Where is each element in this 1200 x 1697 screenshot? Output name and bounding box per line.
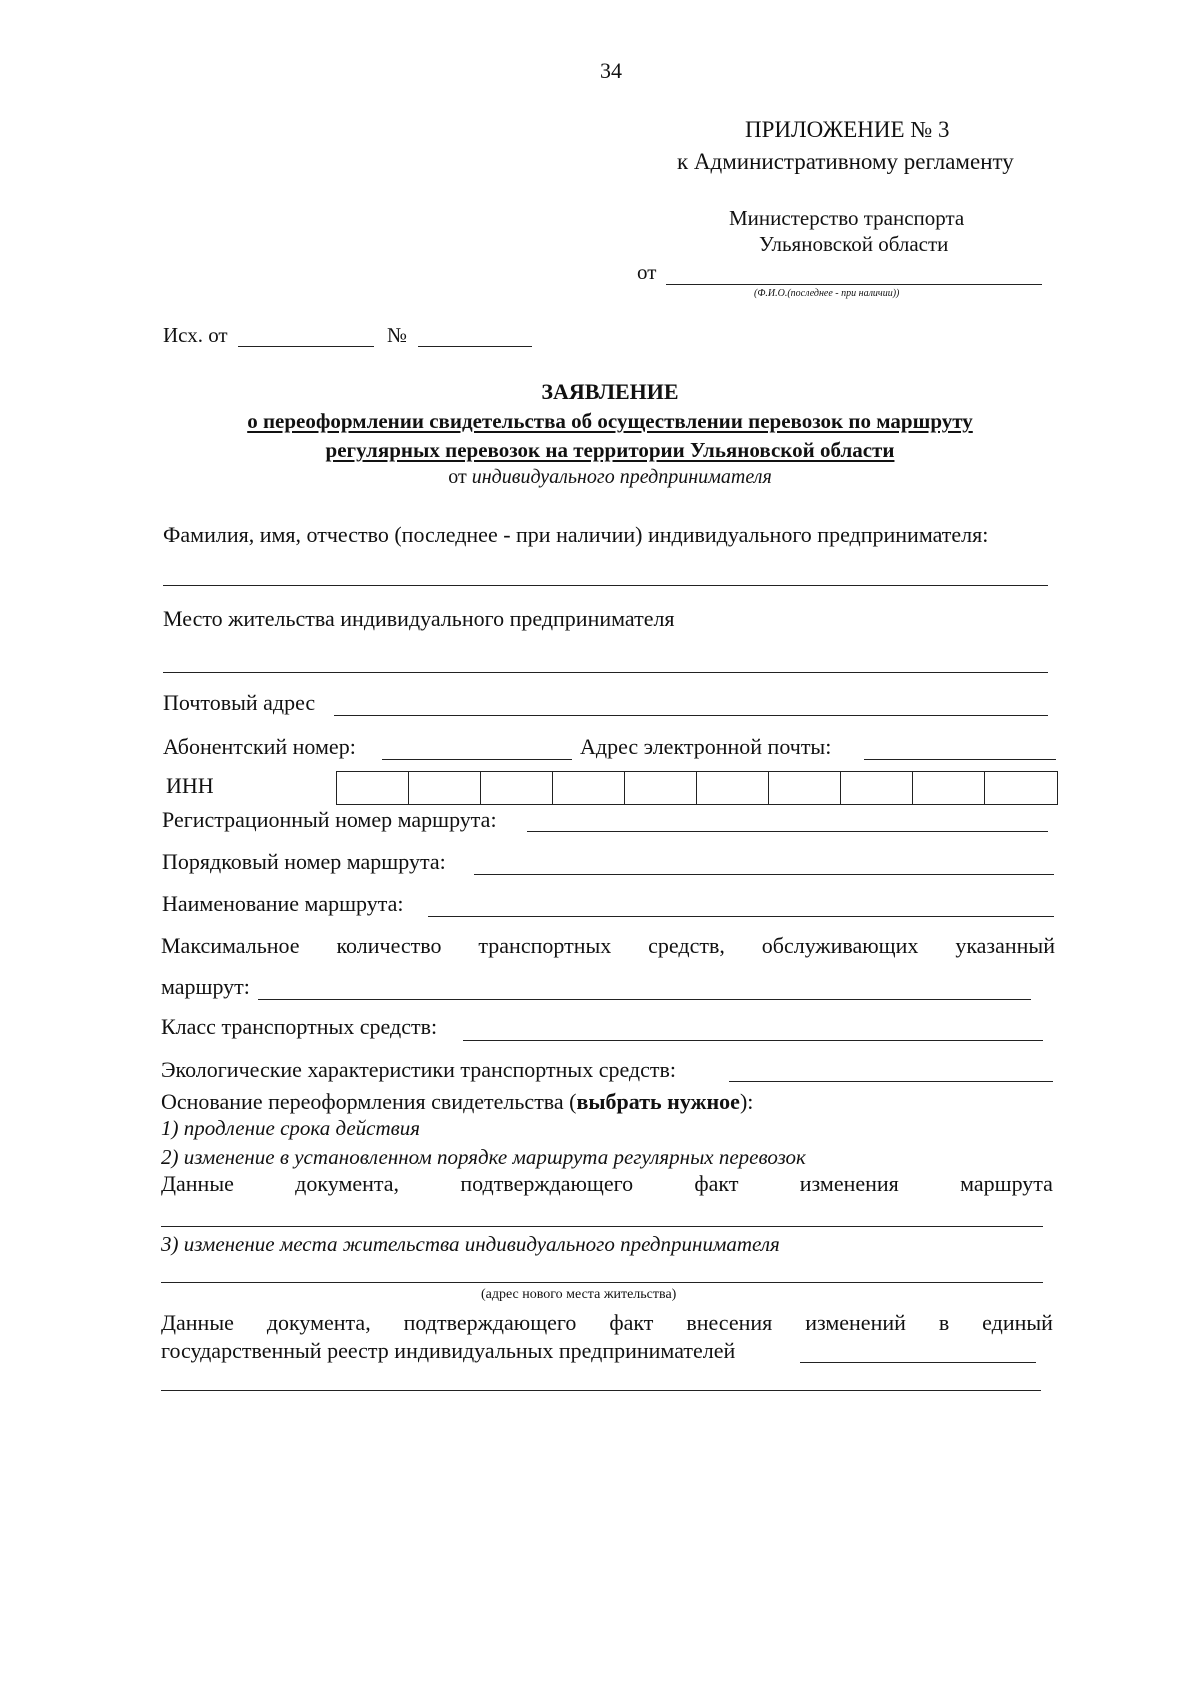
reason-intro-bold: выбрать нужное [576,1089,740,1114]
egrip-doc-line2: государственный реестр индивидуальных предпринимателей [161,1338,736,1363]
fio-field[interactable] [163,585,1048,586]
from-name-field[interactable] [666,284,1042,285]
order-number-field[interactable] [474,874,1054,875]
outgoing-number-field[interactable] [418,346,532,347]
order-number-label: Порядковый номер маршрута: [162,849,446,874]
postal-field[interactable] [334,715,1048,716]
egrip-doc-word: единый [982,1310,1053,1335]
from-hint: (Ф.И.О.(последнее - при наличии)) [754,288,900,299]
route-name-label: Наименование маршрута: [162,891,404,916]
appendix-subtitle: к Административному регламенту [677,149,1014,174]
route-change-doc-word: Данные [161,1171,234,1196]
phone-field[interactable] [382,759,572,760]
addressee-line1: Министерство транспорта [729,206,965,230]
phone-label: Абонентский номер: [163,734,356,759]
max-vehicles-word: обслуживающих [761,933,919,958]
inn-cell[interactable] [481,772,553,804]
statement-from-prefix: от [448,466,467,488]
route-change-doc-label [161,1173,1053,1195]
reason-intro-end: ): [739,1089,754,1114]
max-vehicles-word: транспортных [478,933,612,958]
inn-boxes[interactable] [336,771,1058,805]
inn-cell[interactable] [841,772,913,804]
route-change-doc-word: факт [694,1171,739,1196]
max-vehicles-word: указанный [955,933,1055,958]
outgoing-label: Исх. от [163,323,228,347]
inn-cell[interactable] [409,772,481,804]
reason-option-1[interactable]: 1) продление срока действия [161,1116,421,1140]
max-vehicles-word: количество [336,933,442,958]
egrip-doc-word: внесения [686,1310,773,1335]
egrip-doc-word: Данные [161,1310,234,1335]
inn-cell[interactable] [553,772,625,804]
egrip-doc-word: изменений [805,1310,906,1335]
egrip-doc-word: подтверждающего [403,1310,577,1335]
egrip-doc-word: факт [609,1310,654,1335]
statement-from [0,467,1200,487]
residence-label: Место жительства индивидуального предпринимателя [163,606,675,631]
max-vehicles-word: средств, [648,933,725,958]
inn-cell[interactable] [985,772,1057,804]
postal-label: Почтовый адрес [163,690,316,715]
outgoing-date-field[interactable] [238,346,374,347]
inn-cell[interactable] [625,772,697,804]
vehicle-class-label: Класс транспортных средств: [161,1014,438,1039]
new-address-field[interactable] [161,1282,1043,1283]
reason-option-2[interactable]: 2) изменение в установленном порядке маршрута регулярных перевозок [161,1145,806,1169]
from-label: от [637,260,657,284]
fio-label: Фамилия, имя, отчество (последнее - при наличии) индивидуального предпринимателя: [163,522,989,547]
inn-cell[interactable] [913,772,985,804]
statement-subject-line1: о переоформлении свидетельства об осуществлении перевозок по маршруту [247,409,973,433]
max-vehicles-field[interactable] [258,999,1031,1000]
inn-cell[interactable] [769,772,841,804]
route-change-doc-field[interactable] [161,1226,1043,1227]
max-vehicles-cont: маршрут: [161,974,250,999]
vehicle-class-field[interactable] [463,1040,1043,1041]
reason-intro [161,1091,753,1113]
statement-title: ЗАЯВЛЕНИЕ [541,379,679,404]
page-number: 34 [600,58,622,83]
route-change-doc-word: документа, [295,1171,400,1196]
reason-option-3[interactable]: 3) изменение места жительства индивидуального предпринимателя [161,1232,780,1256]
route-change-doc-word: изменения [799,1171,899,1196]
max-vehicles-label [161,935,1055,957]
inn-cell[interactable] [697,772,769,804]
route-change-doc-word: подтверждающего [460,1171,634,1196]
egrip-doc-word: в [938,1310,950,1335]
egrip-doc-field-2[interactable] [161,1390,1041,1391]
inn-cell[interactable] [337,772,409,804]
egrip-doc-word: документа, [266,1310,371,1335]
route-name-field[interactable] [428,916,1054,917]
reg-number-field[interactable] [527,831,1048,832]
max-vehicles-word: Максимальное [161,933,300,958]
residence-field[interactable] [163,672,1048,673]
reason-intro-text: Основание переоформления свидетельства ( [161,1089,577,1114]
email-field[interactable] [864,759,1056,760]
statement-from-who: индивидуального предпринимателя [471,466,772,488]
email-label: Адрес электронной почты: [580,734,832,759]
outgoing-number-label: № [387,323,408,347]
appendix-title: ПРИЛОЖЕНИЕ № 3 [745,117,950,142]
ecology-label: Экологические характеристики транспортных средств: [161,1057,677,1082]
new-address-hint: (адрес нового места жительства) [481,1287,677,1302]
reg-number-label: Регистрационный номер маршрута: [162,807,497,832]
route-change-doc-word: маршрута [960,1171,1053,1196]
egrip-doc-field[interactable] [800,1362,1036,1363]
addressee-line2: Ульяновской области [759,232,949,256]
inn-label: ИНН [166,773,214,798]
egrip-doc-label [161,1312,1053,1334]
ecology-field[interactable] [729,1081,1053,1082]
statement-subject-line2: регулярных перевозок на территории Ульяновской области [325,438,895,462]
